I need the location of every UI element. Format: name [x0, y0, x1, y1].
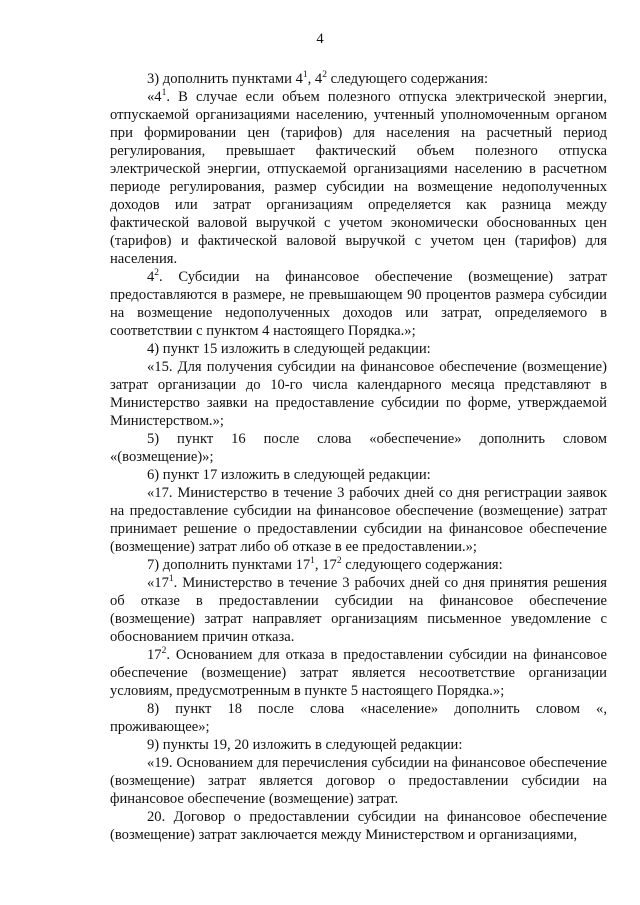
superscript: 1 — [302, 70, 308, 80]
superscript: 2 — [161, 646, 167, 656]
paragraph-p4: 4) пункт 15 изложить в следующей редакции: — [147, 341, 431, 357]
paragraph-p9: 7) дополнить пунктами $17^1$, $17^2$ следующего содержания: — [147, 556, 503, 573]
superscript: 1 — [310, 556, 315, 566]
superscript: 2 — [336, 556, 342, 566]
paragraph-p5: «15. Для получения субсидии на финансовое обеспечение (возмещение) затрат организации до 10-го числа календарного месяца представляют в Министерство заявки на предоставление субсидии по форме, утверждаемой Министерством.»; — [110, 359, 607, 429]
paragraph-p1: 3) дополнить пунктами $4^1$, $4^2$ следующего содержания: — [147, 70, 489, 87]
superscript: 2 — [154, 268, 160, 278]
paragraph-p6: 5) пункт 16 после слова «обеспечение» дополнить словом «(возмещение)»; — [110, 431, 607, 465]
paragraph-p10: «$17^1$. Министерство в течение 3 рабочих дней со дня принятия решения об отказе в предоставлении субсидии на финансовое обеспечение (возмещение) затрат направляет организациям письменное уведомление с обоснованием причин отказа. — [110, 574, 607, 645]
paragraph-p2: «$4^1$. В случае если объем полезного отпуска электрической энергии, отпускаемой организациями населению, учтенный уполномоченным органом при формировании цен (тарифов) для населения на расчетный период регулирования, превышает фактический объем полезного отпуска электрической энергии, отпускаемой организациями населению в расчетном периоде регулирования, размер субсидии на возмещение недополученных доходов или затрат организациям определяется как разница между фактической валовой выручкой с учетом экономически обоснованных цен (тарифов) и фактической валовой выручкой с учетом цен (тарифов) для населения. — [110, 88, 607, 267]
superscript: 2 — [322, 70, 327, 80]
superscript: 1 — [168, 574, 174, 584]
paragraph-p13: 9) пункты 19, 20 изложить в следующей редакции: — [147, 737, 463, 753]
paragraph-p11: $17^2$. Основанием для отказа в предоставлении субсидии на финансовое обеспечение (возмещение) затрат является несоответствие организации условиям, предусмотренным в пункте 5 настоящего Порядка.»; — [110, 646, 607, 699]
paragraph-p3: $4^2$. Субсидии на финансовое обеспечение (возмещение) затрат предоставляются в размере, не превышающем 90 процентов размера субсидии на возмещение недополученных доходов или затрат, определяемого в соответствии с пунктом 4 настоящего Порядка.»; — [110, 268, 607, 339]
paragraph-p12: 8) пункт 18 после слова «население» дополнить словом «, проживающее»; — [110, 701, 607, 735]
paragraph-p14: «19. Основанием для перечисления субсидии на финансовое обеспечение (возмещение) затрат является договор о предоставлении субсидии на финансовое обеспечение (возмещение) затрат. — [110, 755, 607, 807]
page-number: 4 — [316, 31, 324, 47]
paragraph-p8: «17. Министерство в течение 3 рабочих дней со дня регистрации заявок на предоставление субсидии на финансовое обеспечение (возмещение) затрат принимает решение о предоставлении субсидии на финансовое обеспечение (возмещение) затрат либо об отказе в ее предоставлении.»; — [110, 485, 607, 555]
paragraph-p15: 20. Договор о предоставлении субсидии на финансовое обеспечение (возмещение) затрат заключается между Министерством и организациями, — [110, 809, 607, 843]
superscript: 1 — [161, 88, 167, 98]
paragraph-p7: 6) пункт 17 изложить в следующей редакции: — [147, 467, 431, 483]
document-body — [110, 70, 607, 844]
